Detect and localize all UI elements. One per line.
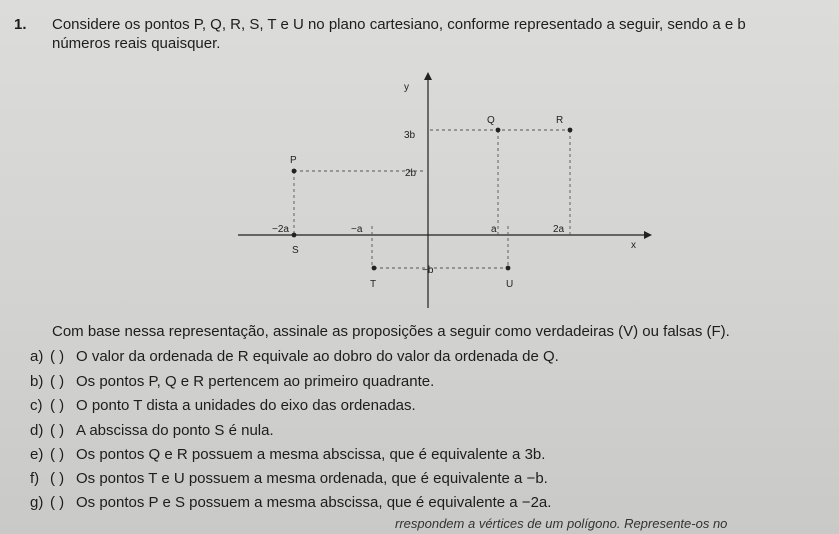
point-u [506,266,511,271]
point-u-label: U [506,279,514,290]
point-t [372,266,377,271]
statement-g [30,494,551,511]
point-p-label: P [290,155,297,166]
tick-minus-2a: −2a [272,224,289,235]
statement-f [30,470,548,487]
statement-d [30,422,274,439]
statement-text: A abscissa do ponto S é nula. [76,422,274,439]
point-q [496,128,501,133]
statement-a [30,348,559,365]
point-r [568,128,573,133]
statement-letter: f) [30,470,40,487]
answer-blank[interactable]: ( ) [50,494,65,511]
tick-3b: 3b [404,130,416,141]
y-axis-arrow [424,72,432,80]
answer-blank[interactable]: ( ) [50,470,65,487]
statement-letter: d) [30,422,44,439]
cut-off-next-question: rrespondem a vértices de um polígono. Represente-os no [395,516,728,531]
tick-minus-a: −a [351,224,363,235]
statement-letter: b) [30,373,44,390]
answer-blank[interactable]: ( ) [50,348,65,365]
point-r-label: R [556,115,564,126]
answer-blank[interactable]: ( ) [50,446,65,463]
x-axis-label: x [631,240,636,251]
point-s [292,233,297,238]
x-axis-arrow [644,231,652,239]
statement-letter: c) [30,397,43,414]
dashed-guides [294,130,570,268]
statement-text: Os pontos P e S possuem a mesma abscissa, que é equivalente a −2a. [76,494,552,511]
statement-e [30,446,545,463]
answer-blank[interactable]: ( ) [50,397,65,414]
statement-text: O valor da ordenada de R equivale ao dobro do valor da ordenada de Q. [76,348,559,365]
point-t-label: T [370,279,377,290]
statement-letter: g) [30,494,44,511]
tick-minus-b: −b [422,265,434,276]
statement-letter: a) [30,348,44,365]
instruction-prompt: Com base nessa representação, assinale as proposições a seguir como verdadeiras (V) ou falsas (F). [52,323,730,340]
tick-a: a [491,224,497,235]
point-q-label: Q [487,115,495,126]
statement-letter: e) [30,446,44,463]
question-intro-line2: números reais quaisquer. [52,35,221,52]
tick-2b: 2b [405,168,417,179]
answer-blank[interactable]: ( ) [50,373,65,390]
statement-text: Os pontos Q e R possuem a mesma abscissa, que é equivalente a 3b. [76,446,546,463]
point-p [292,169,297,174]
tick-2a: 2a [553,224,565,235]
statement-text: Os pontos T e U possuem a mesma ordenada, que é equivalente a −b. [76,470,548,487]
question-intro-line1: Considere os pontos P, Q, R, S, T e U no plano cartesiano, conforme representado a seguir, sendo a e b [52,16,746,33]
point-s-label: S [292,245,299,256]
answer-blank[interactable]: ( ) [50,422,65,439]
y-axis-label: y [404,82,409,93]
statement-c [30,397,416,414]
statement-text: O ponto T dista a unidades do eixo das ordenadas. [76,397,416,414]
statement-b [30,373,434,390]
statement-text: Os pontos P, Q e R pertencem ao primeiro quadrante. [76,373,435,390]
question-number: 1. [14,16,27,33]
